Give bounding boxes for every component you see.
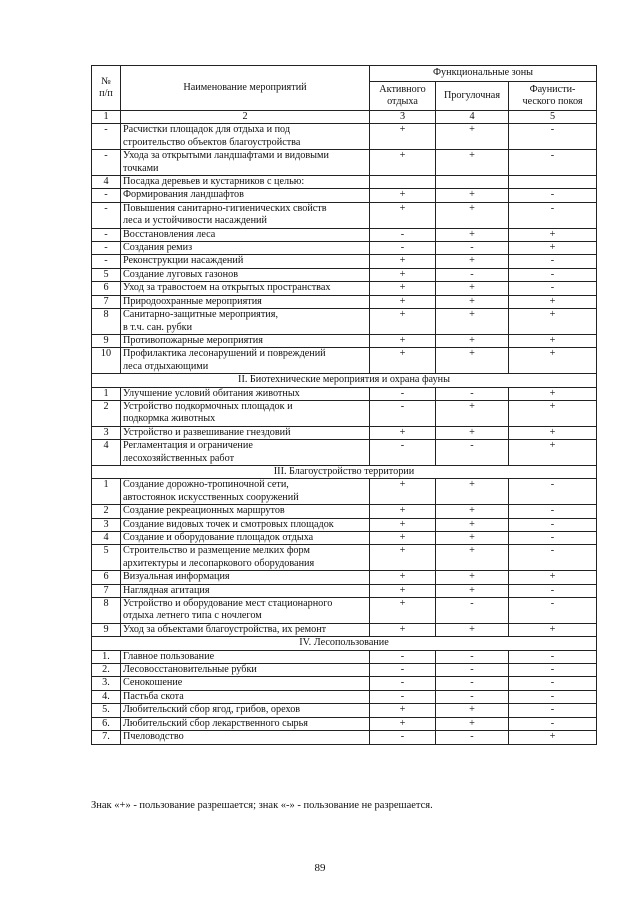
walking-permission: + [436,704,509,717]
row-number: - [92,228,121,241]
walking-permission: + [436,717,509,730]
walking-permission: + [436,309,509,335]
column-number: 1 [92,111,121,124]
table-row [92,268,597,281]
activity-name: Уход за травостоем на открытых пространствах [121,282,370,295]
row-number: 9 [92,334,121,347]
row-number: - [92,242,121,255]
walking-permission: + [436,584,509,597]
active-rest-permission: + [370,532,436,545]
activity-name: Создание видовых точек и смотровых площадок [121,518,370,531]
walking-permission: - [436,690,509,703]
column-number: 4 [436,111,509,124]
row-number: 2 [92,505,121,518]
row-number: - [92,202,121,228]
active-rest-permission: + [370,189,436,202]
fauna-rest-permission: - [509,717,597,730]
fauna-rest-permission: - [509,255,597,268]
fauna-rest-permission: + [509,309,597,335]
active-rest-permission: + [370,479,436,505]
row-number: 4 [92,440,121,466]
table-row [92,255,597,268]
activity-name: Противопожарные мероприятия [121,334,370,347]
column-number: 5 [509,111,597,124]
activity-name: Визуальная информация [121,571,370,584]
walking-permission: + [436,255,509,268]
activity-name: Сенокошение [121,677,370,690]
fauna-rest-permission: - [509,189,597,202]
activity-name: Пчеловодство [121,731,370,744]
activities-table [91,65,597,745]
table-row [92,598,597,624]
fauna-rest-permission: - [509,202,597,228]
row-number: 7 [92,295,121,308]
fauna-rest-permission: - [509,150,597,176]
activity-name: Восстановления леса [121,228,370,241]
active-rest-permission: - [370,440,436,466]
active-rest-permission: + [370,255,436,268]
row-number: 1. [92,650,121,663]
activity-name: Профилактика лесонарушений и повреждений леса отдыхающими [121,348,370,374]
walking-permission: + [436,124,509,150]
row-number: - [92,150,121,176]
fauna-rest-permission [509,176,597,189]
walking-permission: - [436,650,509,663]
table-row [92,189,597,202]
row-number: - [92,255,121,268]
page-number: 89 [314,862,326,874]
activity-name: Повышения санитарно-гигиенических свойств леса и устойчивости насаждений [121,202,370,228]
active-rest-permission: + [370,268,436,281]
table-row [92,228,597,241]
section-row [92,465,597,478]
col-header-number: № п/п [92,66,121,111]
table-row [92,334,597,347]
fauna-rest-permission: + [509,571,597,584]
active-rest-permission: + [370,150,436,176]
activity-name: Строительство и размещение мелких форм архитектуры и лесопаркового оборудования [121,545,370,571]
active-rest-permission: + [370,518,436,531]
active-rest-permission: + [370,334,436,347]
row-number: 7. [92,731,121,744]
walking-permission: + [436,282,509,295]
walking-permission: - [436,598,509,624]
activity-name: Пастьба скота [121,690,370,703]
table-row [92,717,597,730]
table-row [92,704,597,717]
table-row [92,440,597,466]
walking-permission: + [436,400,509,426]
row-number: 8 [92,598,121,624]
fauna-rest-permission: - [509,677,597,690]
fauna-rest-permission: + [509,295,597,308]
fauna-rest-permission: - [509,584,597,597]
table-row [92,532,597,545]
active-rest-permission: - [370,664,436,677]
table-row [92,426,597,439]
active-rest-permission: + [370,623,436,636]
fauna-rest-permission: + [509,334,597,347]
fauna-rest-permission: - [509,650,597,663]
activity-name: Устройство и оборудование мест стационарного отдыха летнего типа с ночлегом [121,598,370,624]
activity-name: Создание рекреационных маршрутов [121,505,370,518]
fauna-rest-permission: - [509,598,597,624]
activity-name: Реконструкции насаждений [121,255,370,268]
table-row [92,677,597,690]
table-row [92,150,597,176]
active-rest-permission: + [370,426,436,439]
col-header-zones: Функциональные зоны [370,66,597,82]
table-row [92,176,597,189]
active-rest-permission: - [370,242,436,255]
section-title: II. Биотехнические мероприятия и охрана фауны [92,374,597,387]
row-number: 8 [92,309,121,335]
walking-permission: + [436,334,509,347]
walking-permission: + [436,479,509,505]
fauna-rest-permission: + [509,731,597,744]
active-rest-permission: + [370,545,436,571]
active-rest-permission: - [370,731,436,744]
walking-permission: - [436,387,509,400]
col-header-walking: Прогулочная [436,82,509,111]
active-rest-permission: + [370,348,436,374]
walking-permission: - [436,268,509,281]
activity-name: Создание и оборудование площадок отдыха [121,532,370,545]
fauna-rest-permission: - [509,124,597,150]
fauna-rest-permission: - [509,545,597,571]
row-number: 6 [92,571,121,584]
row-number: 2. [92,664,121,677]
walking-permission [436,176,509,189]
active-rest-permission [370,176,436,189]
activity-name: Любительский сбор лекарственного сырья [121,717,370,730]
walking-permission: - [436,440,509,466]
row-number: 6. [92,717,121,730]
fauna-rest-permission: - [509,268,597,281]
active-rest-permission: + [370,571,436,584]
activity-name: Создание луговых газонов [121,268,370,281]
active-rest-permission: + [370,505,436,518]
table-row [92,650,597,663]
table-row [92,309,597,335]
row-number: 9 [92,623,121,636]
row-number: 4 [92,176,121,189]
fauna-rest-permission: + [509,440,597,466]
activity-name: Ухода за открытыми ландшафтами и видовыми точками [121,150,370,176]
activity-name: Устройство и развешивание гнездовий [121,426,370,439]
activity-name: Природоохранные мероприятия [121,295,370,308]
active-rest-permission: + [370,584,436,597]
row-number: 3 [92,518,121,531]
col-header-name: Наименование мероприятий [121,66,370,111]
activity-name: Санитарно-защитные мероприятия, в т.ч. сан. рубки [121,309,370,335]
active-rest-permission: - [370,690,436,703]
walking-permission: + [436,532,509,545]
activity-name: Регламентация и ограничение лесохозяйственных работ [121,440,370,466]
activity-name: Расчистки площадок для отдыха и под строительство объектов благоустройства [121,124,370,150]
column-number: 2 [121,111,370,124]
walking-permission: + [436,202,509,228]
activity-name: Устройство подкормочных площадок и подкормка животных [121,400,370,426]
row-number: 6 [92,282,121,295]
activity-name: Создания ремиз [121,242,370,255]
activity-name: Любительский сбор ягод, грибов, орехов [121,704,370,717]
table-row [92,242,597,255]
active-rest-permission: + [370,598,436,624]
table-row [92,690,597,703]
fauna-rest-permission: + [509,242,597,255]
row-number: 5 [92,268,121,281]
walking-permission: - [436,731,509,744]
row-number: 4. [92,690,121,703]
active-rest-permission: - [370,677,436,690]
activity-name: Посадка деревьев и кустарников с целью: [121,176,370,189]
row-number: - [92,189,121,202]
table-row [92,664,597,677]
col-header-active-rest: Активного отдыха [370,82,436,111]
fauna-rest-permission: + [509,400,597,426]
walking-permission: + [436,518,509,531]
row-number: 1 [92,387,121,400]
table-row [92,584,597,597]
row-number: 3. [92,677,121,690]
table-row [92,571,597,584]
walking-permission: + [436,348,509,374]
walking-permission: + [436,150,509,176]
fauna-rest-permission: - [509,704,597,717]
table-row [92,387,597,400]
active-rest-permission: - [370,650,436,663]
table-row [92,479,597,505]
table-row [92,295,597,308]
activity-name: Улучшение условий обитания животных [121,387,370,400]
table-row [92,731,597,744]
row-number: 2 [92,400,121,426]
walking-permission: + [436,545,509,571]
row-number: 10 [92,348,121,374]
active-rest-permission: - [370,387,436,400]
active-rest-permission: - [370,400,436,426]
activity-name: Уход за объектами благоустройства, их ремонт [121,623,370,636]
active-rest-permission: + [370,295,436,308]
table-row [92,348,597,374]
walking-permission: + [436,189,509,202]
table-row [92,505,597,518]
active-rest-permission: + [370,717,436,730]
row-number: 7 [92,584,121,597]
row-number: 5 [92,545,121,571]
fauna-rest-permission: - [509,479,597,505]
walking-permission: + [436,505,509,518]
activity-name: Создание дорожно-тропиночной сети, автостоянок искусственных сооружений [121,479,370,505]
fauna-rest-permission: - [509,664,597,677]
column-number: 3 [370,111,436,124]
activities-table-container [91,65,596,745]
activity-name: Лесовосстановительные рубки [121,664,370,677]
column-number-row [92,111,597,124]
fauna-rest-permission: + [509,348,597,374]
row-number: 1 [92,479,121,505]
activity-name: Формирования ландшафтов [121,189,370,202]
section-title: III. Благоустройство территории [92,465,597,478]
row-number: - [92,124,121,150]
active-rest-permission: + [370,202,436,228]
walking-permission: + [436,295,509,308]
activity-name: Главное пользование [121,650,370,663]
active-rest-permission: + [370,704,436,717]
fauna-rest-permission: + [509,228,597,241]
fauna-rest-permission: + [509,623,597,636]
fauna-rest-permission: - [509,532,597,545]
walking-permission: + [436,228,509,241]
section-row [92,374,597,387]
footnote: Знак «+» - пользование разрешается; знак «-» - пользование не разрешается. [91,800,433,811]
table-row [92,124,597,150]
table-row [92,282,597,295]
fauna-rest-permission: - [509,518,597,531]
table-row [92,545,597,571]
active-rest-permission: + [370,309,436,335]
walking-permission: - [436,664,509,677]
table-row [92,623,597,636]
table-row [92,202,597,228]
walking-permission: + [436,623,509,636]
fauna-rest-permission: + [509,426,597,439]
activity-name: Наглядная агитация [121,584,370,597]
row-number: 4 [92,532,121,545]
fauna-rest-permission: - [509,505,597,518]
walking-permission: - [436,242,509,255]
table-row [92,518,597,531]
active-rest-permission: + [370,124,436,150]
walking-permission: + [436,426,509,439]
table-row [92,400,597,426]
active-rest-permission: - [370,228,436,241]
fauna-rest-permission: - [509,690,597,703]
col-header-fauna-rest: Фаунисти- ческого покоя [509,82,597,111]
fauna-rest-permission: + [509,387,597,400]
row-number: 5. [92,704,121,717]
active-rest-permission: + [370,282,436,295]
walking-permission: + [436,571,509,584]
row-number: 3 [92,426,121,439]
section-title: IV. Лесопользование [92,637,597,650]
fauna-rest-permission: - [509,282,597,295]
section-row [92,637,597,650]
table-body [92,124,597,744]
walking-permission: - [436,677,509,690]
